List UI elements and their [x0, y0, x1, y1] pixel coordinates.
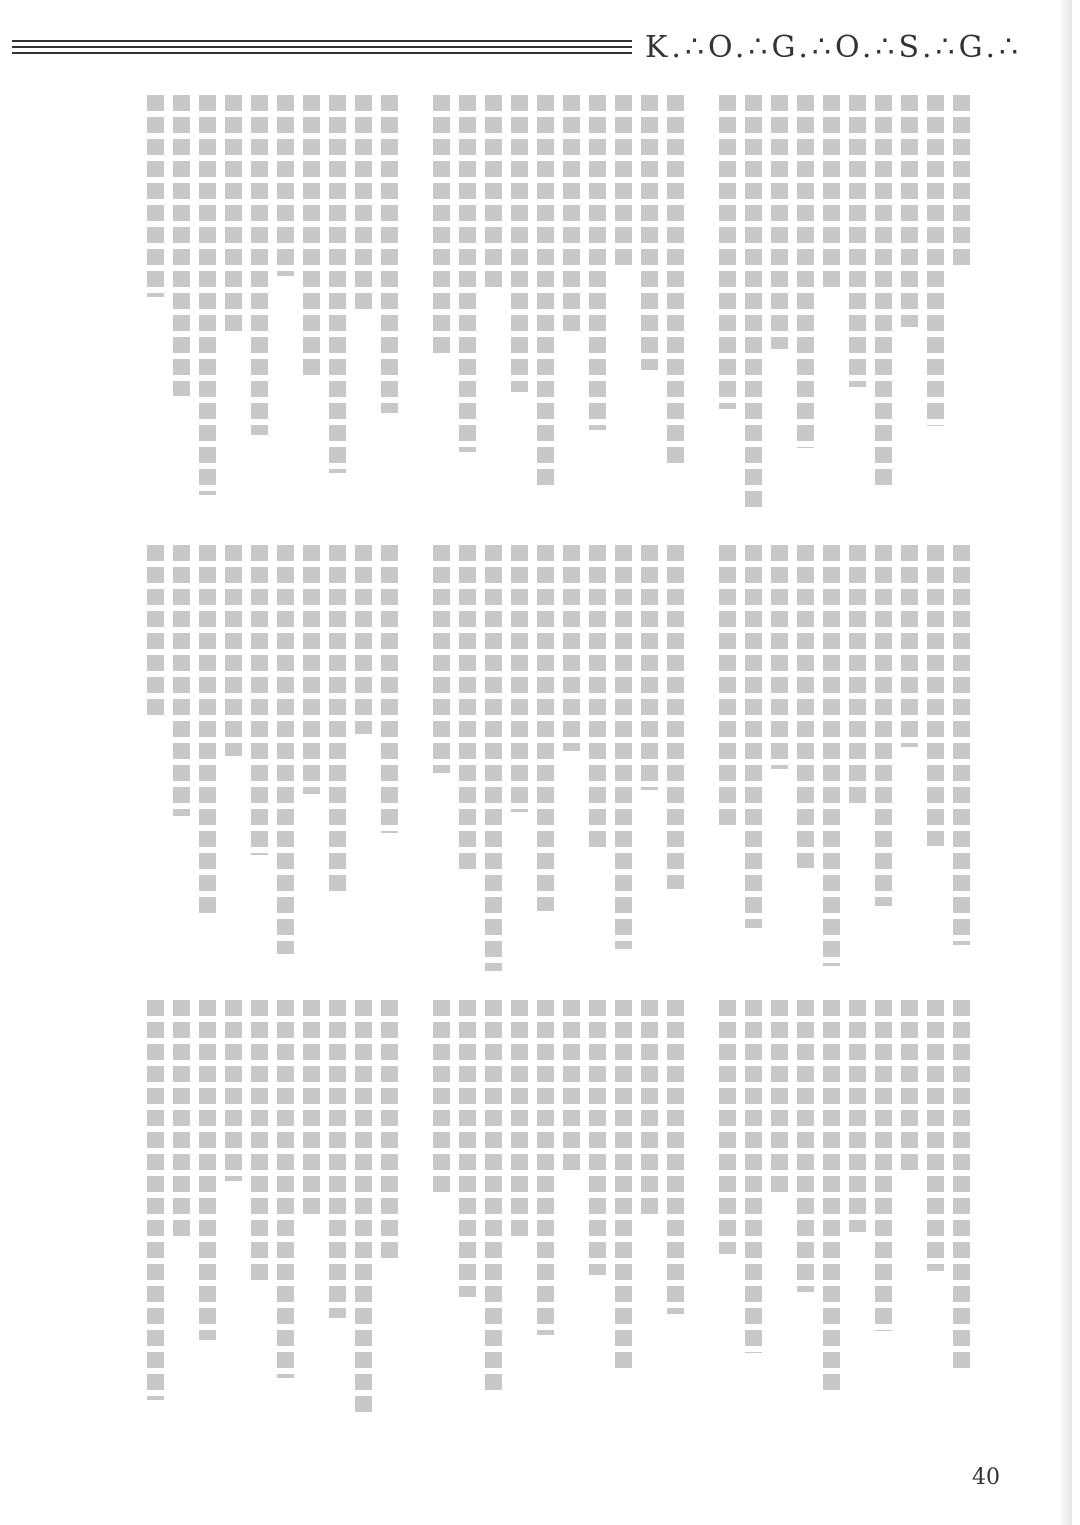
text-line — [511, 545, 528, 812]
text-line — [485, 545, 502, 971]
text-line — [173, 545, 190, 816]
text-line — [381, 1000, 398, 1258]
text-line — [615, 1000, 632, 1374]
text-line — [459, 1000, 476, 1297]
text-line — [589, 1000, 606, 1275]
text-line — [329, 95, 346, 473]
text-line — [719, 545, 736, 829]
text-line — [537, 545, 554, 911]
text-line — [251, 95, 268, 435]
text-line — [199, 545, 216, 915]
text-line — [927, 1000, 944, 1271]
text-line — [901, 545, 918, 747]
text-line — [147, 545, 164, 717]
text-line — [563, 545, 580, 751]
text-line — [303, 1000, 320, 1219]
text-line — [251, 545, 268, 855]
text-line — [797, 1000, 814, 1292]
text-line — [745, 1000, 762, 1353]
text-line — [875, 95, 892, 486]
text-line — [797, 95, 814, 448]
text-line — [381, 95, 398, 413]
text-line — [251, 1000, 268, 1280]
text-line — [225, 1000, 242, 1181]
text-line — [927, 95, 944, 426]
text-line — [953, 95, 970, 267]
text-line — [355, 1000, 372, 1417]
text-line — [225, 545, 242, 756]
text-line — [511, 1000, 528, 1237]
text-line — [667, 1000, 684, 1314]
text-line — [147, 1000, 164, 1400]
page-spine-shadow — [1058, 0, 1072, 1525]
text-line — [511, 95, 528, 392]
text-line — [849, 545, 866, 807]
text-line — [199, 1000, 216, 1340]
text-line — [303, 545, 320, 794]
text-line — [173, 1000, 190, 1241]
text-block-middle — [90, 545, 970, 975]
text-line — [745, 545, 762, 928]
text-line — [719, 95, 736, 409]
text-line — [459, 95, 476, 452]
text-line — [199, 95, 216, 495]
text-line — [329, 1000, 346, 1318]
text-line — [771, 95, 788, 349]
text-line — [459, 545, 476, 872]
text-line — [745, 95, 762, 508]
text-line — [667, 95, 684, 469]
text-line — [849, 1000, 866, 1232]
text-line — [953, 545, 970, 945]
book-header-title: K.∴O.∴G.∴O.∴S.∴G.∴ — [645, 30, 1023, 65]
text-line — [563, 1000, 580, 1176]
text-line — [641, 95, 658, 370]
text-line — [277, 545, 294, 954]
text-line — [615, 95, 632, 271]
text-line — [667, 545, 684, 889]
text-line — [641, 545, 658, 790]
text-line — [823, 1000, 840, 1391]
page-number: 40 — [972, 1465, 1000, 1490]
text-line — [485, 1000, 502, 1396]
text-block-bottom — [90, 1000, 970, 1430]
text-line — [485, 95, 502, 293]
text-line — [953, 1000, 970, 1370]
text-line — [537, 1000, 554, 1335]
text-line — [589, 545, 606, 850]
text-line — [303, 95, 320, 375]
text-line — [719, 1000, 736, 1254]
text-line — [147, 95, 164, 297]
text-line — [849, 95, 866, 387]
text-line — [433, 545, 450, 773]
text-line — [823, 545, 840, 966]
text-block-top — [90, 95, 970, 525]
text-line — [771, 1000, 788, 1194]
text-line — [589, 95, 606, 430]
text-line — [355, 95, 372, 314]
text-line — [381, 545, 398, 833]
text-line — [563, 95, 580, 332]
text-line — [797, 545, 814, 868]
text-line — [641, 1000, 658, 1215]
text-line — [901, 1000, 918, 1172]
text-line — [433, 95, 450, 353]
text-line — [277, 95, 294, 276]
text-line — [277, 1000, 294, 1378]
text-line — [875, 1000, 892, 1331]
text-line — [225, 95, 242, 336]
text-line — [771, 545, 788, 769]
text-line — [537, 95, 554, 491]
text-line — [355, 545, 372, 734]
text-line — [927, 545, 944, 846]
text-line — [173, 95, 190, 396]
text-line — [823, 95, 840, 289]
text-line — [901, 95, 918, 327]
text-line — [433, 1000, 450, 1198]
text-line — [615, 545, 632, 949]
text-line — [329, 545, 346, 893]
text-line — [875, 545, 892, 906]
